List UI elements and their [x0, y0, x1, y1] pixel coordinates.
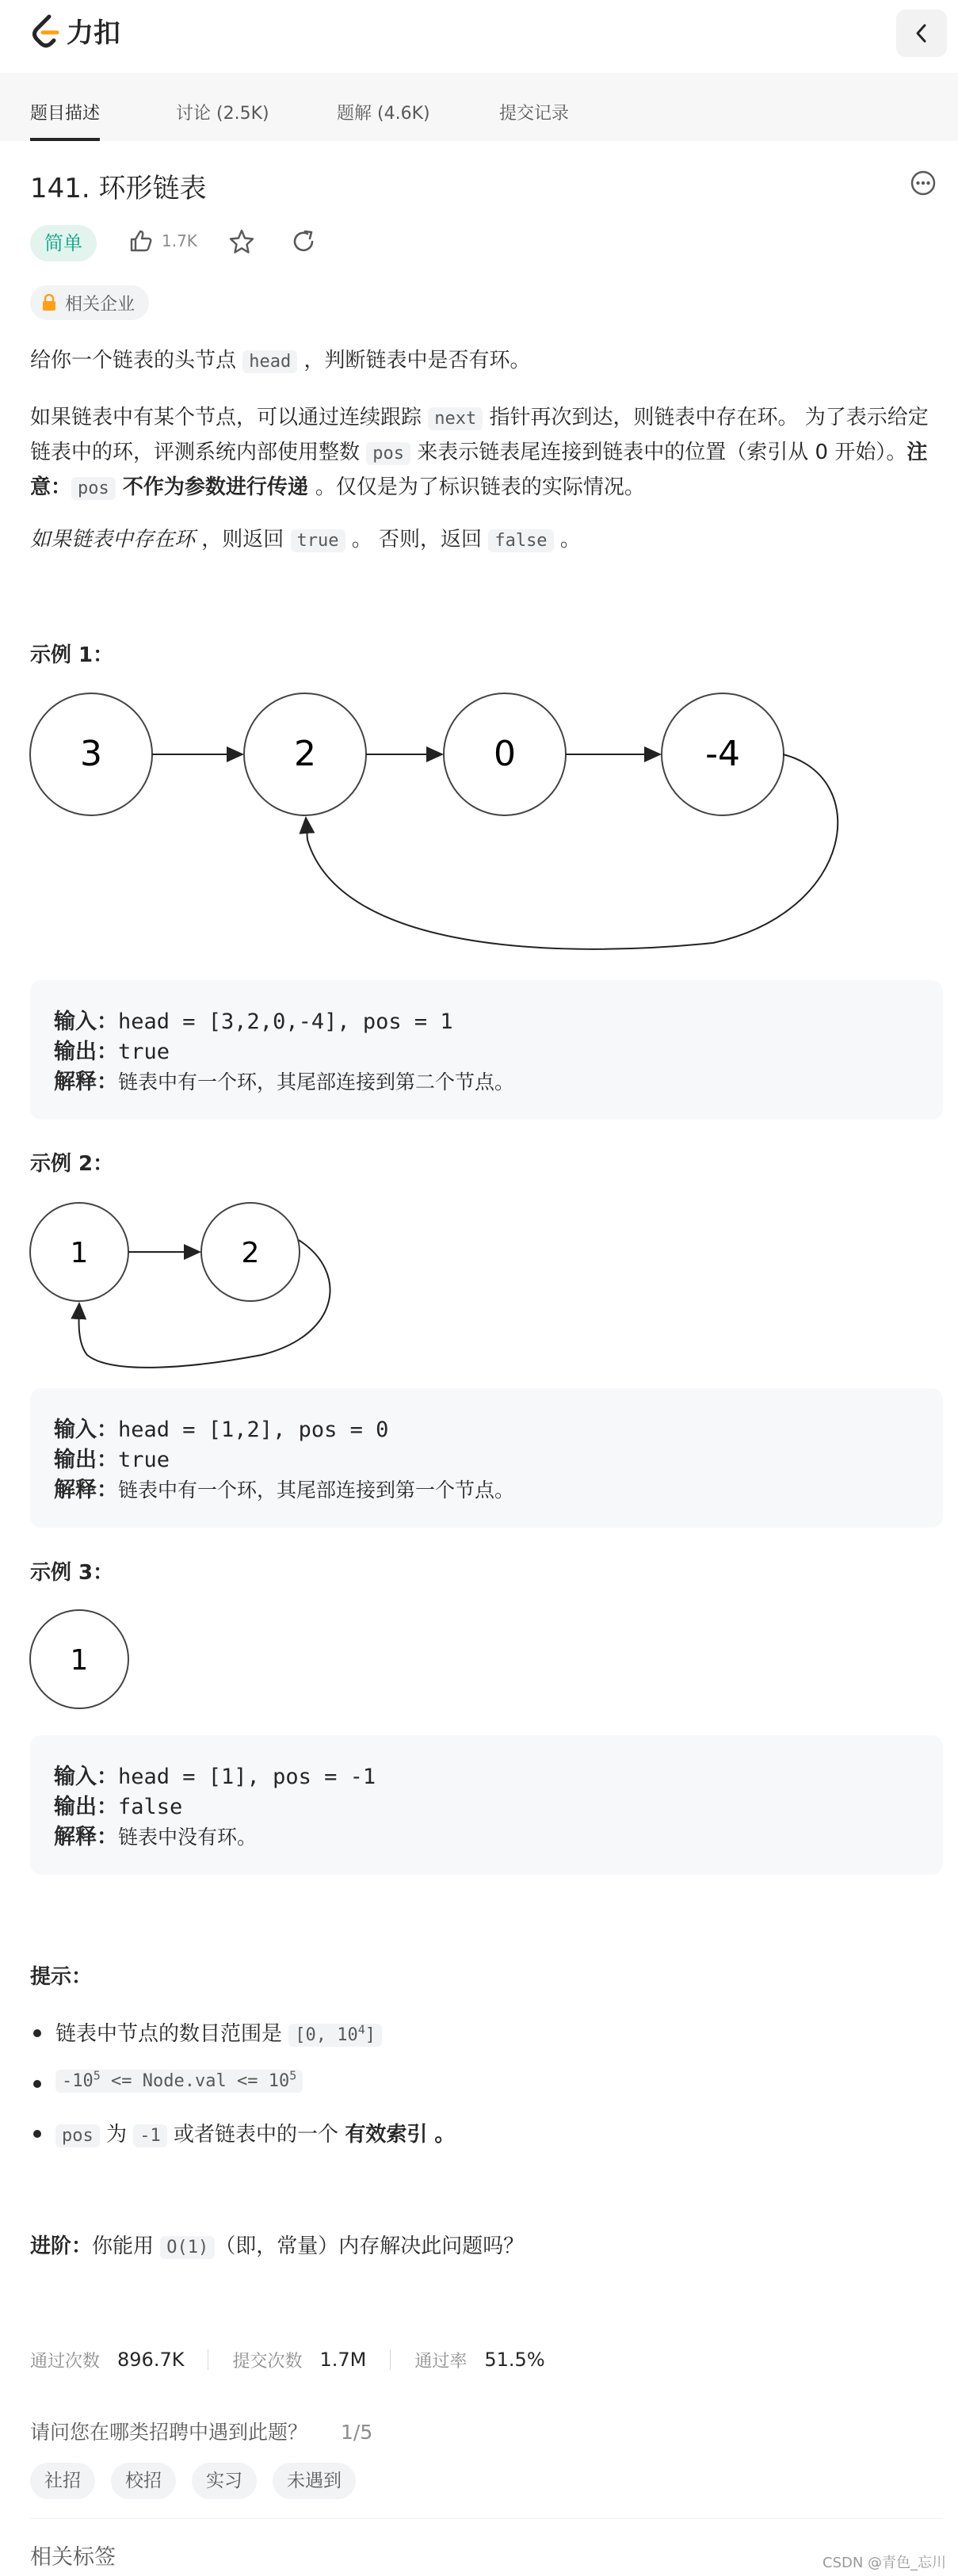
stat-label: 通过次数 [30, 2351, 101, 2372]
note-label: 注意： [30, 441, 928, 499]
output-value: true [118, 1040, 170, 1064]
stat-value: 51.5% [484, 2349, 545, 2371]
stats-row [30, 2344, 545, 2376]
back-button[interactable] [896, 10, 947, 57]
tab-solutions[interactable]: 题解 (4.6K) [337, 104, 430, 124]
leetcode-logo-icon [30, 13, 62, 48]
share-icon [290, 228, 317, 255]
output-label: 输出： [54, 1040, 118, 1064]
like-count: 1.7K [162, 231, 197, 250]
more-options-button[interactable] [910, 170, 937, 200]
output-label: 输出： [54, 1795, 118, 1819]
survey-options [30, 2463, 356, 2499]
bold-text: 有效索引 [345, 2123, 428, 2147]
text: 为 [99, 2123, 134, 2147]
problem-title: 141. 环形链表 [30, 173, 207, 204]
star-icon [228, 228, 255, 255]
code-part: <= Node.val <= 10 [100, 2071, 290, 2091]
text: 指针再次到达，则链表中存在环。 为了表示给定链表中的环，评测系统内部使用整数 [30, 406, 929, 464]
example-3-diagram [0, 1605, 158, 1716]
example-3-code-block [30, 1735, 943, 1875]
inline-code: pos [55, 2124, 100, 2147]
survey-question-text: 请问您在哪类招聘中遇到此题？ [30, 2421, 308, 2444]
lock-icon [41, 294, 57, 311]
top-bar [0, 0, 958, 67]
example-2-heading: 示例 2： [30, 1152, 114, 1176]
input-label: 输入： [54, 1418, 118, 1442]
description-paragraph-3 [30, 523, 933, 558]
inline-code: false [488, 529, 553, 552]
stat-label: 通过率 [414, 2351, 468, 2372]
node-value: 3 [80, 734, 102, 774]
tab-submissions[interactable]: 提交记录 [499, 104, 570, 124]
bold-text: 不作为参数进行传递 [115, 475, 315, 499]
divider [390, 2349, 391, 2370]
description-paragraph-1 [30, 344, 933, 379]
stat-value: 896.7K [117, 2349, 185, 2371]
input-value: head = [1], pos = -1 [118, 1765, 376, 1789]
node-value: -4 [705, 734, 740, 774]
text: 给你一个链表的头节点 [30, 349, 243, 372]
example-1-code-block [30, 980, 943, 1120]
stat-label: 提交次数 [232, 2351, 303, 2372]
input-label: 输入： [54, 1009, 118, 1034]
inline-code: head [242, 350, 297, 373]
example-1-diagram [0, 681, 958, 967]
code-part: -10 [62, 2071, 94, 2091]
hints-heading: 提示： [30, 1965, 93, 1989]
thumbs-up-icon [128, 228, 154, 254]
description-paragraph-2 [30, 401, 933, 506]
bullet [33, 2029, 41, 2037]
leetcode-logo[interactable] [30, 11, 120, 50]
chevron-left-icon [914, 22, 929, 44]
inline-code: pos [71, 477, 116, 500]
related-companies-label: 相关企业 [65, 294, 135, 315]
survey-option-social[interactable]: 社招 [30, 2463, 95, 2499]
text: 。仅仅是为了标识链表的实际情况。 [315, 475, 645, 499]
inline-code [288, 2024, 382, 2047]
code-part: ] [364, 2025, 376, 2045]
output-label: 输出： [54, 1448, 118, 1472]
survey-option-intern[interactable]: 实习 [192, 2463, 257, 2499]
explain-label: 解释： [54, 1070, 118, 1094]
hint-3 [55, 2118, 455, 2147]
inline-code [55, 2070, 303, 2093]
related-companies-button[interactable] [30, 285, 149, 320]
related-tags-toggle[interactable]: 相关标签 [30, 2545, 116, 2570]
tab-discussion[interactable]: 讨论 (2.5K) [176, 104, 269, 124]
superscript: 4 [357, 2022, 365, 2037]
explain-label: 解释： [54, 1478, 118, 1502]
inline-code: O(1) [160, 2236, 215, 2259]
input-value: head = [1,2], pos = 0 [118, 1418, 389, 1442]
node-value: 1 [70, 1237, 89, 1269]
italic-text: 如果链表中存在环 [30, 528, 196, 551]
bullet [33, 2080, 41, 2088]
node-value: 1 [70, 1644, 89, 1677]
explain-text: 链表中有一个环，其尾部连接到第二个节点。 [118, 1070, 515, 1093]
node-value: 0 [494, 734, 516, 774]
text: 或者链表中的一个 [166, 2123, 345, 2147]
inline-code: next [428, 407, 483, 430]
explain-label: 解释： [54, 1825, 118, 1849]
text: ，则返回 [195, 528, 291, 551]
interview-survey-question [30, 2417, 372, 2445]
divider [30, 2518, 943, 2519]
stat-value: 1.7M [319, 2349, 367, 2371]
node-value: 2 [241, 1237, 260, 1269]
like-button[interactable] [128, 228, 197, 254]
survey-option-campus[interactable]: 校招 [111, 2463, 176, 2499]
explain-text: 链表中没有环。 [118, 1826, 258, 1849]
example-1-heading: 示例 1： [30, 643, 114, 667]
text: 链表中节点的数目范围是 [55, 2022, 289, 2046]
text: （即，常量）内存解决此问题吗？ [215, 2234, 525, 2258]
hint-2 [55, 2068, 303, 2092]
more-icon [910, 170, 937, 197]
inline-code: pos [366, 442, 410, 465]
explain-text: 链表中有一个环，其尾部连接到第一个节点。 [118, 1479, 515, 1502]
text: 。 [427, 2123, 456, 2147]
output-value: true [118, 1448, 170, 1472]
text: 。 [553, 528, 581, 551]
input-label: 输入： [54, 1765, 118, 1789]
hint-1 [55, 2017, 382, 2047]
tab-bar [0, 73, 958, 141]
node-value: 2 [294, 734, 316, 774]
text: 如果链表中有某个节点，可以通过连续跟踪 [30, 406, 429, 429]
bullet [33, 2130, 41, 2138]
example-2-diagram [0, 1193, 475, 1375]
text: 来表示链表尾连接到链表中的位置（索引从 0 开始）。 [410, 441, 907, 464]
favorite-button[interactable] [228, 228, 255, 258]
text: 你能用 [92, 2234, 161, 2258]
tab-description[interactable]: 题目描述 [30, 73, 100, 141]
advanced-label: 进阶： [30, 2234, 93, 2258]
logo-text: 力扣 [67, 17, 120, 49]
watermark: CSDN @青色_忘川 [823, 2555, 947, 2571]
example-2-code-block [30, 1388, 943, 1528]
survey-option-not-met[interactable]: 未遇到 [273, 2463, 356, 2499]
superscript: 5 [93, 2068, 101, 2083]
difficulty-badge: 简单 [30, 225, 97, 261]
inline-code: -1 [133, 2124, 167, 2147]
advanced-paragraph [30, 2230, 933, 2265]
example-3-heading: 示例 3： [30, 1561, 114, 1585]
survey-count: 1/5 [341, 2421, 373, 2444]
text: ，判断链表中是否有环。 [297, 349, 531, 372]
output-value: false [118, 1795, 183, 1819]
share-button[interactable] [290, 228, 317, 258]
input-value: head = [3,2,0,-4], pos = 1 [118, 1009, 453, 1034]
code-part: [0, 10 [295, 2025, 358, 2045]
superscript: 5 [289, 2068, 297, 2083]
inline-code: true [291, 529, 345, 552]
text: 。 否则，返回 [345, 528, 489, 551]
